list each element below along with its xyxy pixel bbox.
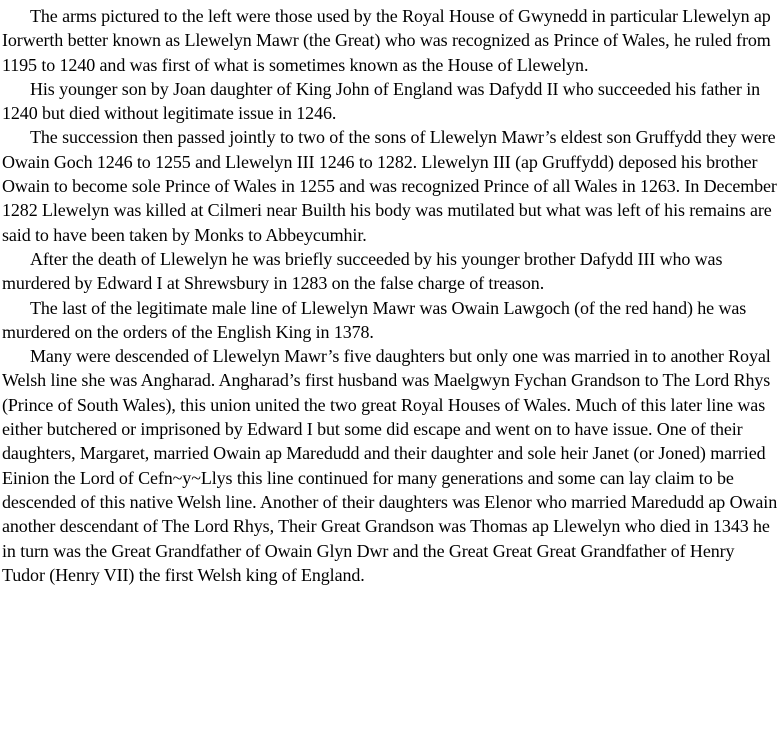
- paragraph-succession: The succession then passed jointly to two of the sons of Llewelyn Mawr’s eldest son Gruffydd they were Owain Goch 1246 to 1255 and Llewelyn III 1246 to 1282. Llewelyn III (ap Gruffydd) deposed his brother Owain to become sole Prince of Wales in 1255 and was recognized Prince of all Wales in 1263. In December 1282 Llewelyn was killed at Cilmeri near Builth his body was mutilated but what was left of his remains are said to have been taken by Monks to Abbeycumhir.: [2, 127, 777, 245]
- paragraph-dafydd-ii: His younger son by Joan daughter of King John of England was Dafydd II who succeeded his father in 1240 but died without legitimate issue in 1246.: [2, 78, 761, 124]
- paragraph-owain-lawgoch: The last of the legitimate male line of Llewelyn Mawr was Owain Lawgoch (of the red hand) he was murdered on the orders of the English King in 1378.: [2, 297, 747, 342]
- paragraph-dafydd-iii: After the death of Llewelyn he was briefly succeeded by his younger brother Dafydd III who was murdered by Edward I at Shrewsbury in 1283 on the false charge of treason.: [2, 248, 723, 294]
- paragraph-house-of-gwynedd: The arms pictured to the left were those used by the Royal House of Gwynedd in particular Llewelyn ap Iorwerth better known as Llewelyn Mawr (the Great) who was recognized as Prince of Wales, he ruled from 1195 to 1240 and was first of what is sometimes known as the House of Llewelyn.: [2, 6, 771, 75]
- paragraph-daughters-lineage: Many were descended of Llewelyn Mawr’s five daughters but only one was married in to another Royal Welsh line she was Angharad. Angharad’s first husband was Maelgwyn Fychan Grandson to The Lord Rhys (Prince of South Wales), this union united the two great Royal Houses of Wales. Much of this later line was either butchered or imprisoned by Edward I but some did escape and went on to have issue. One of their daughters, Margaret, married Owain ap Maredudd and their daughter and sole heir Janet (or Joned) married Einion the Lord of Cefn~y~Llys this line continued for many generations and some can lay claim to be descended of this native Welsh line. Another of their daughters was Elenor who married Maredudd ap Owain another descendant of The Lord Rhys, Their Great Grandson was Thomas ap Llewelyn who died in 1343 he in turn was the Great Grandfather of Owain Glyn Dwr and the Great Great Great Grandfather of Henry Tudor (Henry VII) the first Welsh king of England.: [2, 346, 778, 585]
